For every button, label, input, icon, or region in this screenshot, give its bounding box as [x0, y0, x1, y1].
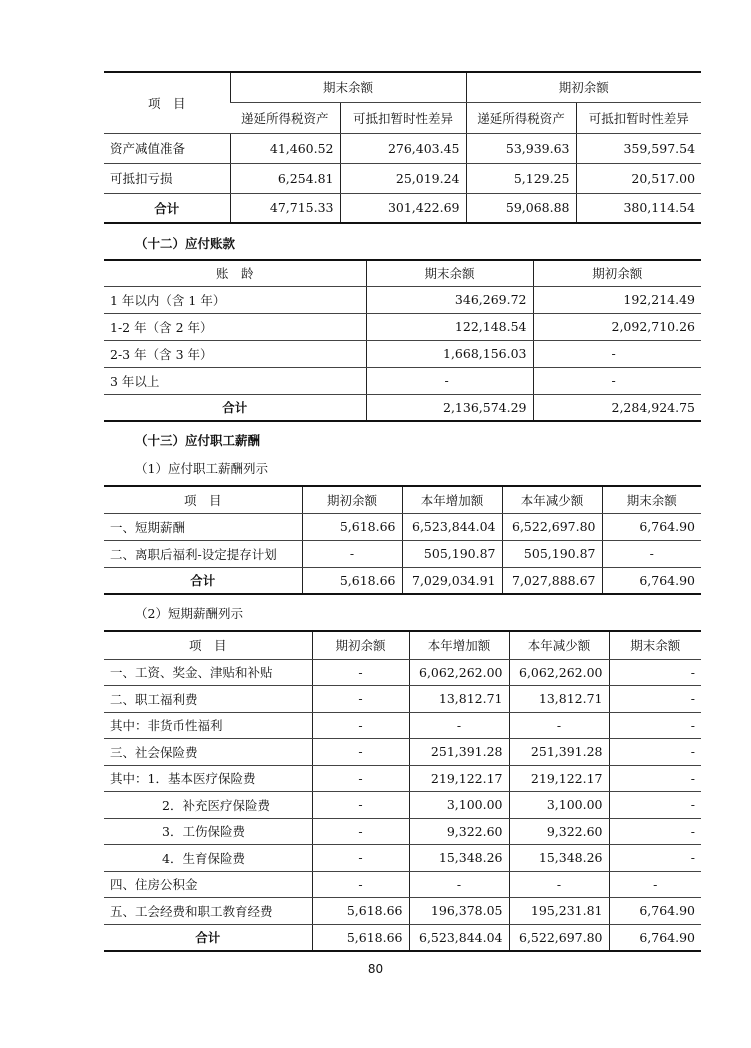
cell-value: 2,136,574.29 — [366, 394, 533, 421]
row-label: 一、短期薪酬 — [104, 513, 302, 540]
row-label: 2．补充医疗保险费 — [104, 792, 312, 819]
row-label: 可抵扣亏损 — [104, 163, 230, 193]
cell-value: - — [312, 871, 409, 898]
cell-value: - — [609, 739, 701, 766]
row-label: 1 年以内（含 1 年） — [104, 286, 366, 313]
table-row — [104, 286, 701, 313]
cell-value: 195,231.81 — [509, 898, 609, 925]
cell-value: 6,523,844.04 — [409, 924, 509, 951]
cell-value: 6,254.81 — [230, 163, 340, 193]
cell-value: 219,122.17 — [409, 765, 509, 792]
cell-value: 505,190.87 — [402, 540, 502, 567]
header-item: 项 目 — [104, 631, 312, 659]
header-opening: 期初余额 — [302, 486, 402, 513]
row-label: 合计 — [104, 193, 230, 223]
cell-value: 1,668,156.03 — [366, 340, 533, 367]
cell-value: 6,764.90 — [609, 898, 701, 925]
cell-value: - — [533, 367, 701, 394]
cell-value: 13,812.71 — [509, 686, 609, 713]
header-period-begin: 期初余额 — [466, 72, 701, 102]
table-total-row — [104, 924, 701, 951]
row-label: 3 年以上 — [104, 367, 366, 394]
header-deductible-difference: 可抵扣暂时性差异 — [576, 102, 701, 133]
cell-value: 15,348.26 — [409, 845, 509, 872]
accounts-payable-table — [104, 259, 701, 422]
cell-value: 3,100.00 — [509, 792, 609, 819]
header-deductible-difference: 可抵扣暂时性差异 — [340, 102, 466, 133]
table-row — [104, 871, 701, 898]
cell-value: 6,522,697.80 — [509, 924, 609, 951]
cell-value: - — [609, 818, 701, 845]
cell-value: 6,764.90 — [609, 924, 701, 951]
table-row — [104, 313, 701, 340]
cell-value: 5,618.66 — [302, 567, 402, 594]
cell-value: 9,322.60 — [409, 818, 509, 845]
cell-value: - — [312, 686, 409, 713]
header-deferred-tax-asset: 递延所得税资产 — [230, 102, 340, 133]
cell-value: 251,391.28 — [509, 739, 609, 766]
header-closing: 期末余额 — [609, 631, 701, 659]
cell-value: 346,269.72 — [366, 286, 533, 313]
cell-value: 251,391.28 — [409, 739, 509, 766]
row-label: 合计 — [104, 567, 302, 594]
section-title: （十二）应付账款 — [135, 236, 236, 251]
cell-value: - — [312, 792, 409, 819]
table-total-row — [104, 567, 701, 594]
cell-value: - — [609, 765, 701, 792]
cell-value: 20,517.00 — [576, 163, 701, 193]
header-opening: 期初余额 — [312, 631, 409, 659]
table-row — [104, 845, 701, 872]
cell-value: 13,812.71 — [409, 686, 509, 713]
row-label: 其中：非货币性福利 — [104, 712, 312, 739]
table-row — [104, 765, 701, 792]
header-increase: 本年增加额 — [402, 486, 502, 513]
cell-value: 359,597.54 — [576, 133, 701, 163]
cell-value: - — [609, 845, 701, 872]
cell-value: 5,618.66 — [302, 513, 402, 540]
row-label: 四、住房公积金 — [104, 871, 312, 898]
cell-value: 196,378.05 — [409, 898, 509, 925]
cell-value: - — [312, 765, 409, 792]
table-total-row — [104, 394, 701, 421]
row-label: 合计 — [104, 924, 312, 951]
header-increase: 本年增加额 — [409, 631, 509, 659]
row-label: 资产减值准备 — [104, 133, 230, 163]
row-label: 其中：1．基本医疗保险费 — [104, 765, 312, 792]
cell-value: 7,027,888.67 — [502, 567, 602, 594]
table-row — [104, 898, 701, 925]
header-deferred-tax-asset: 递延所得税资产 — [466, 102, 576, 133]
table-total-row — [104, 193, 701, 223]
cell-value: - — [312, 818, 409, 845]
header-closing: 期末余额 — [602, 486, 701, 513]
header-decrease: 本年减少额 — [509, 631, 609, 659]
header-item: 项 目 — [104, 486, 302, 513]
cell-value: - — [312, 712, 409, 739]
payroll-list-table — [104, 485, 701, 595]
subsection-title: （1）应付职工薪酬列示 — [135, 461, 268, 476]
cell-value: 380,114.54 — [576, 193, 701, 223]
row-label: 二、职工福利费 — [104, 686, 312, 713]
short-term-payroll-table — [104, 630, 701, 952]
cell-value: - — [366, 367, 533, 394]
cell-value: 122,148.54 — [366, 313, 533, 340]
header-period-end: 期末余额 — [366, 260, 533, 286]
cell-value: 192,214.49 — [533, 286, 701, 313]
cell-value: 59,068.88 — [466, 193, 576, 223]
cell-value: - — [609, 792, 701, 819]
cell-value: 5,129.25 — [466, 163, 576, 193]
cell-value: - — [533, 340, 701, 367]
row-label: 1-2 年（含 2 年） — [104, 313, 366, 340]
cell-value: - — [312, 845, 409, 872]
cell-value: - — [509, 712, 609, 739]
cell-value: - — [609, 871, 701, 898]
table-row — [104, 659, 701, 686]
cell-value: - — [409, 712, 509, 739]
table-row — [104, 540, 701, 567]
row-label: 二、离职后福利-设定提存计划 — [104, 540, 302, 567]
cell-value: 6,764.90 — [602, 567, 701, 594]
header-decrease: 本年减少额 — [502, 486, 602, 513]
table-row — [104, 513, 701, 540]
table-row — [104, 133, 701, 163]
table-row — [104, 367, 701, 394]
page-number: 80 — [367, 962, 384, 976]
cell-value: 5,618.66 — [312, 924, 409, 951]
cell-value: 7,029,034.91 — [402, 567, 502, 594]
cell-value: 9,322.60 — [509, 818, 609, 845]
cell-value: 15,348.26 — [509, 845, 609, 872]
table-row — [104, 712, 701, 739]
cell-value: 6,062,262.00 — [509, 659, 609, 686]
cell-value: - — [609, 659, 701, 686]
cell-value: - — [609, 686, 701, 713]
cell-value: - — [409, 871, 509, 898]
cell-value: 6,062,262.00 — [409, 659, 509, 686]
row-label: 4．生育保险费 — [104, 845, 312, 872]
cell-value: 6,523,844.04 — [402, 513, 502, 540]
cell-value: - — [312, 739, 409, 766]
cell-value: - — [312, 659, 409, 686]
table-row — [104, 818, 701, 845]
cell-value: 6,522,697.80 — [502, 513, 602, 540]
cell-value: 219,122.17 — [509, 765, 609, 792]
table-row — [104, 340, 701, 367]
row-label: 3．工伤保险费 — [104, 818, 312, 845]
header-period-begin: 期初余额 — [533, 260, 701, 286]
cell-value: 2,284,924.75 — [533, 394, 701, 421]
cell-value: - — [609, 712, 701, 739]
table-row — [104, 686, 701, 713]
header-period-end: 期末余额 — [230, 72, 466, 102]
cell-value: - — [302, 540, 402, 567]
cell-value: 6,764.90 — [602, 513, 701, 540]
cell-value: - — [509, 871, 609, 898]
subsection-title: （2）短期薪酬列示 — [135, 606, 243, 621]
cell-value: 3,100.00 — [409, 792, 509, 819]
section-title: （十三）应付职工薪酬 — [135, 433, 261, 448]
table-row — [104, 792, 701, 819]
deferred-tax-table — [104, 71, 701, 224]
row-label: 五、工会经费和职工教育经费 — [104, 898, 312, 925]
row-label: 2-3 年（含 3 年） — [104, 340, 366, 367]
cell-value: 25,019.24 — [340, 163, 466, 193]
cell-value: - — [602, 540, 701, 567]
cell-value: 53,939.63 — [466, 133, 576, 163]
cell-value: 47,715.33 — [230, 193, 340, 223]
table-row — [104, 739, 701, 766]
cell-value: 301,422.69 — [340, 193, 466, 223]
header-aging: 账 龄 — [104, 260, 366, 286]
cell-value: 41,460.52 — [230, 133, 340, 163]
row-label: 三、社会保险费 — [104, 739, 312, 766]
cell-value: 2,092,710.26 — [533, 313, 701, 340]
cell-value: 5,618.66 — [312, 898, 409, 925]
cell-value: 276,403.45 — [340, 133, 466, 163]
row-label: 合计 — [104, 394, 366, 421]
table-row — [104, 163, 701, 193]
header-item: 项 目 — [104, 72, 230, 133]
row-label: 一、工资、奖金、津贴和补贴 — [104, 659, 312, 686]
cell-value: 505,190.87 — [502, 540, 602, 567]
